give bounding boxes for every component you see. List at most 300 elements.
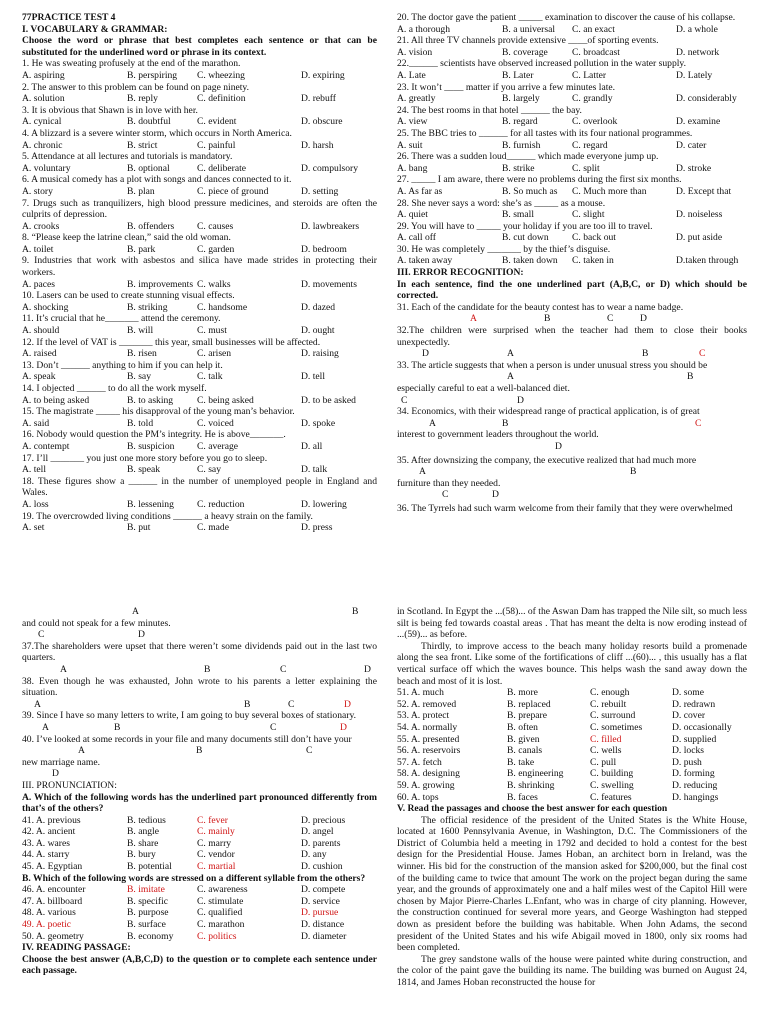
option-b: B. taken down <box>502 255 558 267</box>
letter-a: A <box>470 313 477 325</box>
letter-a: A <box>507 371 514 383</box>
question-text: 23. It won’t ____ matter if you arrive a few minutes late. <box>397 81 616 93</box>
question-33: 33. The article suggests that when a person is under unusual stress you should be <box>397 359 708 371</box>
question-text: 30. He was completely _______ by the thief’s disguise. <box>397 243 611 255</box>
option-a: A. aspiring <box>22 69 65 81</box>
question-text: 8. “Please keep the latrine clean,” said the old woman. <box>22 232 231 244</box>
letter-c: C <box>401 394 408 406</box>
option-row <box>397 24 747 36</box>
option-row <box>22 395 377 407</box>
option-b: B. perspiring <box>127 69 178 81</box>
option-b: B. take <box>507 756 535 768</box>
option-c: C. deliberate <box>197 162 247 174</box>
option-d: D. redrawn <box>672 698 716 710</box>
option-c: C. enough <box>590 687 630 699</box>
question-text: 14. I objected ______ to do all the work myself. <box>22 383 207 394</box>
option-d: D. network <box>676 46 720 58</box>
letter-c: C <box>442 489 449 501</box>
option-b: B. say <box>127 371 151 383</box>
option-d: D. forming <box>672 768 715 780</box>
option-d: D. harsh <box>301 139 334 151</box>
option-row <box>397 792 747 804</box>
option-a: A. set <box>22 522 45 534</box>
option-a: A. voluntary <box>22 162 71 174</box>
option-b: B. optional <box>127 162 170 174</box>
option-row <box>397 163 747 175</box>
option-b: B. largely <box>502 93 540 105</box>
option-a: 43. A. wares <box>22 837 70 849</box>
question-32: 32.The children were surprised when the teacher had them to close their books unexpectedly. <box>397 325 747 348</box>
option-a: A. cynical <box>22 116 62 128</box>
option-d: D. movements <box>301 278 357 290</box>
option-b: B. strike <box>502 162 535 174</box>
option-c: C. broadcast <box>572 46 620 58</box>
question-37: 37.The shareholders were upset that there weren’t some dividends paid out in the last two quarters. <box>22 640 377 664</box>
option-row <box>22 522 377 534</box>
option-row <box>397 116 747 128</box>
option-row <box>22 884 377 896</box>
question-text: 10. Lasers can be used to create stunning visual effects. <box>22 290 235 302</box>
option-c: C. overlook <box>572 116 618 128</box>
question-text: 4. A blizzard is a severe winter storm, which occurs in North America. <box>22 127 292 139</box>
option-a: A. a thorough <box>397 23 451 35</box>
option-row <box>22 325 377 337</box>
reading-paragraph-2: Thirdly, to improve access to the beach many holiday resorts build a promenade along the sea front. Like some of the fortifications of cliff ...(60)... , this usually has a flat vertical surface off which the waves bounce. This helps wash the sand away down the beach and most of it is lost. <box>397 640 747 687</box>
option-b: B. share <box>127 837 159 849</box>
option-b: B. purpose <box>127 907 169 919</box>
option-c: C. being asked <box>197 394 254 406</box>
bottom-left-column <box>22 606 377 977</box>
option-d: D. bedroom <box>301 243 347 255</box>
option-b: B. striking <box>127 301 168 313</box>
letter-c: C <box>699 348 706 360</box>
option-a: 60. A. tops <box>397 791 439 803</box>
question-34-letters-2 <box>397 441 747 453</box>
option-c: C. martial <box>197 861 236 873</box>
option-row <box>22 861 377 873</box>
reading-paragraph-1: in Scotland. In Egypt the ...(58)... of the Aswan Dam has trapped the Nile silt, so much less silt is being fed towards coastal areas . That has meant the delta is now eroding instead of ...(59)... as before. <box>397 606 747 641</box>
option-a: 53. A. protect <box>397 710 450 722</box>
top-right-column <box>397 12 747 515</box>
option-a: A. call off <box>397 232 436 244</box>
option-c: C. average <box>197 440 239 452</box>
option-c: C. surround <box>590 710 636 722</box>
bottom-right-column <box>397 606 747 989</box>
option-c: C. qualified <box>197 907 243 919</box>
letter-b: B <box>502 417 509 429</box>
option-c: C. wells <box>590 745 622 757</box>
reading-answer-options <box>397 687 747 803</box>
option-row <box>397 47 747 59</box>
option-a: A. crooks <box>22 220 60 232</box>
option-d: D. press <box>301 522 333 534</box>
option-b: B. often <box>507 721 538 733</box>
option-d: D. compete <box>301 884 346 896</box>
option-row <box>397 768 747 780</box>
option-b: B. park <box>127 243 156 255</box>
option-d: D. angel <box>301 826 334 838</box>
option-c: C. mainly <box>197 826 235 838</box>
option-c: C. politics <box>197 930 237 942</box>
option-d: D. a whole <box>676 23 718 35</box>
letter-d: D <box>640 313 647 325</box>
pronunciation-instructions: A. Which of the following words has the underlined part pronounced differently from that’s of the others? <box>22 791 377 815</box>
option-c: C. voiced <box>197 417 234 429</box>
option-a: A. paces <box>22 278 56 290</box>
option-d: D. reducing <box>672 779 718 791</box>
option-d: D. Except that <box>676 185 732 197</box>
option-b: B. a universal <box>502 23 556 35</box>
question-36-continued: and could not speak for a few minutes. <box>22 617 171 629</box>
letter-a: A <box>42 721 49 733</box>
letter-d: D <box>364 663 371 675</box>
option-row <box>22 826 377 838</box>
letter-d: D <box>492 489 499 501</box>
letter-a: A <box>419 466 426 478</box>
option-b: B. tedious <box>127 814 166 826</box>
question-text: 17. I’ll _______ you just one more story before you go to sleep. <box>22 452 268 464</box>
option-b: B. lessening <box>127 498 174 510</box>
option-d: D. compulsory <box>301 162 359 174</box>
question-34-letters <box>397 418 747 430</box>
letter-a: A <box>429 417 436 429</box>
option-row <box>22 464 377 476</box>
option-c: C. Latter <box>572 69 607 81</box>
letter-c: C <box>306 745 313 757</box>
option-a: A. Late <box>397 69 426 81</box>
section-pronunciation-heading: III. PRONUNCIATION: <box>22 779 117 791</box>
option-c: C. split <box>572 162 600 174</box>
option-a: A. bang <box>397 162 428 174</box>
option-c: C. back out <box>572 232 616 244</box>
option-c: C. definition <box>197 93 246 105</box>
option-b: B. doubtful <box>127 116 171 128</box>
option-d: D. service <box>301 895 340 907</box>
option-a: 48. A. various <box>22 907 76 919</box>
option-a: 42. A. ancient <box>22 826 76 838</box>
option-row <box>22 70 377 82</box>
question-39-letters <box>22 722 377 734</box>
option-a: A. view <box>397 116 428 128</box>
question-text: 11. It’s crucial that he_______ attend the ceremony. <box>22 313 221 325</box>
option-a: A. solution <box>22 93 65 105</box>
letter-b: B <box>630 466 637 478</box>
option-a: A. vision <box>397 46 433 58</box>
question-35-letters <box>397 466 747 478</box>
letter-d: D <box>344 698 351 710</box>
option-d: D. distance <box>301 919 345 931</box>
option-d: D. cater <box>676 139 707 151</box>
option-row <box>22 279 377 291</box>
option-a: A. loss <box>22 498 49 510</box>
question-37-letters <box>22 664 377 676</box>
option-b: B. risen <box>127 348 157 360</box>
letter-c: C <box>607 313 614 325</box>
option-c: C. fever <box>197 814 228 826</box>
option-row <box>22 907 377 919</box>
option-c: C. painful <box>197 139 236 151</box>
stress-questions <box>22 884 377 942</box>
option-a: 57. A. fetch <box>397 756 442 768</box>
letter-a: A <box>78 745 85 757</box>
option-b: B. more <box>507 687 538 699</box>
option-b: B. furnish <box>502 139 541 151</box>
section-passage-heading: V. Read the passages and choose the best answer for each question <box>397 803 668 815</box>
option-row <box>397 734 747 746</box>
option-d: D. spoke <box>301 417 336 429</box>
option-row <box>22 371 377 383</box>
option-a: 59. A. growing <box>397 779 455 791</box>
question-39: 39. Since I have so many letters to write, I am going to buy several boxes of stationary. <box>22 710 357 722</box>
option-row <box>397 93 747 105</box>
option-c: C. filled <box>590 733 622 745</box>
option-c: C. sometimes <box>590 721 643 733</box>
option-d: D. dazed <box>301 301 336 313</box>
question-40-letters <box>22 745 377 757</box>
question-40-continued: new marriage name. <box>22 756 101 768</box>
question-38: 38. Even though he was exhausted, John wrote to his parents a letter explaining the situation. <box>22 675 377 699</box>
letter-d: D <box>138 629 145 641</box>
option-d: D. parents <box>301 837 341 849</box>
option-row <box>22 838 377 850</box>
section-vocabulary-heading: I. VOCABULARY & GRAMMAR: <box>22 23 168 35</box>
option-d: D. cushion <box>301 861 343 873</box>
option-d: D. pursue <box>301 907 339 919</box>
option-d: D. any <box>301 849 327 861</box>
option-row <box>22 163 377 175</box>
option-d: D. cover <box>672 710 706 722</box>
option-c: C. features <box>590 791 632 803</box>
option-b: B. prepare <box>507 710 547 722</box>
question-40: 40. I’ve looked at some records in your file and many documents still don’t have your <box>22 733 352 745</box>
option-b: B. surface <box>127 919 166 931</box>
question-text: 27. _____ I am aware, there were no problems during the first six months. <box>397 174 682 186</box>
letter-b: B <box>544 313 551 325</box>
option-b: B. suspicion <box>127 440 175 452</box>
option-d: D. ought <box>301 325 335 337</box>
option-b: B. shrinking <box>507 779 555 791</box>
option-b: B. Later <box>502 69 534 81</box>
option-row <box>22 896 377 908</box>
option-d: D. tell <box>301 371 325 383</box>
option-row <box>397 687 747 699</box>
letter-c: C <box>38 629 45 641</box>
option-d: D. diameter <box>301 930 347 942</box>
option-b: B. angle <box>127 826 159 838</box>
option-row <box>397 722 747 734</box>
option-a: 50. A. geometry <box>22 930 84 942</box>
option-a: A. chronic <box>22 139 63 151</box>
option-a: 45. A. Egyptian <box>22 861 83 873</box>
option-a: 55. A. presented <box>397 733 460 745</box>
option-d: D. precious <box>301 814 346 826</box>
option-b: B. told <box>127 417 154 429</box>
letter-d: D <box>340 721 347 733</box>
question-31-letters <box>397 313 747 325</box>
letter-b: B <box>196 745 203 757</box>
question-35: 35. After downsizing the company, the executive realized that had much more <box>397 454 697 466</box>
question-33-letters-2 <box>397 395 747 407</box>
option-c: C. piece of ground <box>197 185 269 197</box>
option-d: D. locks <box>672 745 704 757</box>
option-a: 44. A. starry <box>22 849 70 861</box>
reading-paragraph-4: The grey sandstone walls of the house were painted white during construction, and the color of the paint gave the building its name. The building was burned on August 24, 1814, and James Hoban reconstructed the house for <box>397 953 747 988</box>
question-32-letters <box>397 348 747 360</box>
option-c: C. Much more than <box>572 185 647 197</box>
option-a: 49. A. poetic <box>22 919 72 931</box>
question-38-letters <box>22 699 377 711</box>
letter-d: D <box>555 440 562 452</box>
option-d: D. noiseless <box>676 209 723 221</box>
question-text: 22.______ scientists have observed increased pollution in the water supply. <box>397 58 686 70</box>
option-c: C. building <box>590 768 634 780</box>
option-b: B. small <box>502 209 534 221</box>
reading-instructions: Choose the best answer (A,B,C,D) to the question or to complete each sentence under each passage. <box>22 953 377 977</box>
option-row <box>397 232 747 244</box>
option-c: C. wheezing <box>197 69 245 81</box>
option-c: C. vendor <box>197 849 235 861</box>
option-b: B. given <box>507 733 540 745</box>
option-row <box>22 849 377 861</box>
option-a: A. raised <box>22 348 57 360</box>
option-c: C. reduction <box>197 498 245 510</box>
section-error-heading: III. ERROR RECOGNITION: <box>397 267 524 279</box>
option-row <box>22 499 377 511</box>
option-c: C. an exact <box>572 23 615 35</box>
option-d: D. stroke <box>676 162 712 174</box>
option-a: 41. A. previous <box>22 814 81 826</box>
option-row <box>22 348 377 360</box>
option-b: B. economy <box>127 930 174 942</box>
option-row <box>22 116 377 128</box>
vocabulary-instructions: Choose the word or phrase that best completes each sentence or that can be substituted for the underlined word or phrase in its context. <box>22 35 377 58</box>
option-row <box>397 745 747 757</box>
option-d: D. push <box>672 756 702 768</box>
question-text: 2. The answer to this problem can be found on page ninety. <box>22 81 249 93</box>
option-c: C. handsome <box>197 301 248 313</box>
question-text: 29. You will have to _____ your holiday if you are too ill to travel. <box>397 220 653 232</box>
option-b: B. regard <box>502 116 538 128</box>
option-a: A. taken away <box>397 255 453 267</box>
question-text: 19. The overcrowded living conditions ______ a heavy strain on the family. <box>22 510 313 522</box>
question-text: 9. Industries that work with asbestos and silica have made strides in protecting their workers. <box>22 255 377 279</box>
option-b: B. coverage <box>502 46 548 58</box>
question-text: 6. A musical comedy has a plot with songs and dances connected to it. <box>22 174 292 186</box>
option-b: B. canals <box>507 745 543 757</box>
letter-c: C <box>695 417 702 429</box>
option-c: C. garden <box>197 243 235 255</box>
option-b: B. to asking <box>127 394 174 406</box>
option-d: D. obscure <box>301 116 343 128</box>
option-c: C. causes <box>197 220 234 232</box>
option-a: A. to being asked <box>22 394 90 406</box>
option-c: C. rebuilt <box>590 698 627 710</box>
question-text: 25. The BBC tries to ______ for all tastes with its four national programmes. <box>397 127 693 139</box>
letter-b: B <box>204 663 211 675</box>
pronunciation-questions <box>22 815 377 873</box>
option-d: D. considerably <box>676 93 737 105</box>
option-row <box>397 780 747 792</box>
letter-b: B <box>244 698 251 710</box>
option-a: A. contempt <box>22 440 70 452</box>
option-c: C. taken in <box>572 255 614 267</box>
question-36-letters-2 <box>22 629 377 641</box>
option-row <box>22 140 377 152</box>
option-c: C. regard <box>572 139 608 151</box>
option-row <box>22 418 377 430</box>
option-a: A. tell <box>22 464 46 476</box>
option-b: B. speak <box>127 464 161 476</box>
option-a: 58. A. designing <box>397 768 460 780</box>
option-c: C. made <box>197 522 229 534</box>
option-row <box>22 441 377 453</box>
letter-a: A <box>34 698 41 710</box>
option-b: B. improvements <box>127 278 194 290</box>
option-a: A. quiet <box>397 209 428 221</box>
option-a: A. greatly <box>397 93 436 105</box>
option-b: B. offenders <box>127 220 175 232</box>
question-35-letters-2 <box>397 489 747 501</box>
option-b: B. faces <box>507 791 538 803</box>
question-36-letters <box>22 606 377 618</box>
option-a: A. should <box>22 325 60 337</box>
option-row <box>22 93 377 105</box>
option-c: C. swelling <box>590 779 634 791</box>
option-row <box>397 699 747 711</box>
option-c: C. pull <box>590 756 617 768</box>
error-instructions: In each sentence, find the one underlined part (A,B,C, or D) which should be corrected. <box>397 278 747 302</box>
question-text: 7. Drugs such as tranquilizers, high blood pressure medicines, and steroids are often the culprits of depression. <box>22 197 377 221</box>
option-a: A. said <box>22 417 50 429</box>
option-c: C. say <box>197 464 221 476</box>
letter-b: B <box>687 371 694 383</box>
option-row <box>22 302 377 314</box>
option-a: 52. A. removed <box>397 698 457 710</box>
reading-paragraph-3: The official residence of the president of the United States is the White House, located at 1600 Pennsylvania Avenue, in Washington, D.C. The Commissioners of the District of Columbia held a meeting in 1792 and decided to hold a contest for the best design for the Presidential House. James Hoban, an architect born in Ireland, was the winner. His bid for the construction of the mansion asked for $200,000, but the final cost of the building came to twice that amount The work on the project began during the same year, and the grounds of approximately one and a half miles west of the Capitol Hill were chosen by Major Pierre-Charles L.Enfant, who was in charge of city planning. However, the construction continued for several more years, and George Washington had stepped down as president before the building was habitable. When John Adams, the second president of the United States and his wife Abigail moved in 1800, only six rooms had been completed. <box>397 814 747 954</box>
option-b: B. replaced <box>507 698 551 710</box>
option-row <box>397 140 747 152</box>
option-b: B. So much as <box>502 185 558 197</box>
option-d: D. put aside <box>676 232 723 244</box>
question-text: 28. She never says a word: she’s as _____ as a mouse. <box>397 197 606 209</box>
question-31: 31. Each of the candidate for the beauty contest has to wear a name badge. <box>397 301 684 313</box>
stress-instructions: B. Which of the following words are stressed on a different syllable from the others? <box>22 872 366 884</box>
option-b: B. strict <box>127 139 158 151</box>
option-d: D. to be asked <box>301 394 356 406</box>
option-a: 56. A. reservoirs <box>397 745 461 757</box>
section-reading-heading: IV. READING PASSAGE: <box>22 942 131 954</box>
option-a: 54. A. normally <box>397 721 458 733</box>
option-row <box>22 186 377 198</box>
option-b: B. put <box>127 522 151 534</box>
option-d: D. lawbreakers <box>301 220 360 232</box>
question-text: 24. The best rooms in that hotel ______ the bay. <box>397 104 582 116</box>
option-d: D. talk <box>301 464 328 476</box>
option-row <box>22 919 377 931</box>
letter-c: C <box>270 721 277 733</box>
option-c: C. awareness <box>197 884 248 896</box>
option-d: D. all <box>301 440 323 452</box>
letter-a: A <box>132 606 139 617</box>
option-d: D. supplied <box>672 733 717 745</box>
option-d: D. Lately <box>676 69 713 81</box>
vocabulary-questions-continued <box>397 12 747 267</box>
option-b: B. engineering <box>507 768 564 780</box>
option-a: A. story <box>22 185 53 197</box>
option-c: C. talk <box>197 371 223 383</box>
question-text: 5. Attendance at all lectures and tutorials is mandatory. <box>22 151 233 163</box>
option-d: D. lowering <box>301 498 347 510</box>
